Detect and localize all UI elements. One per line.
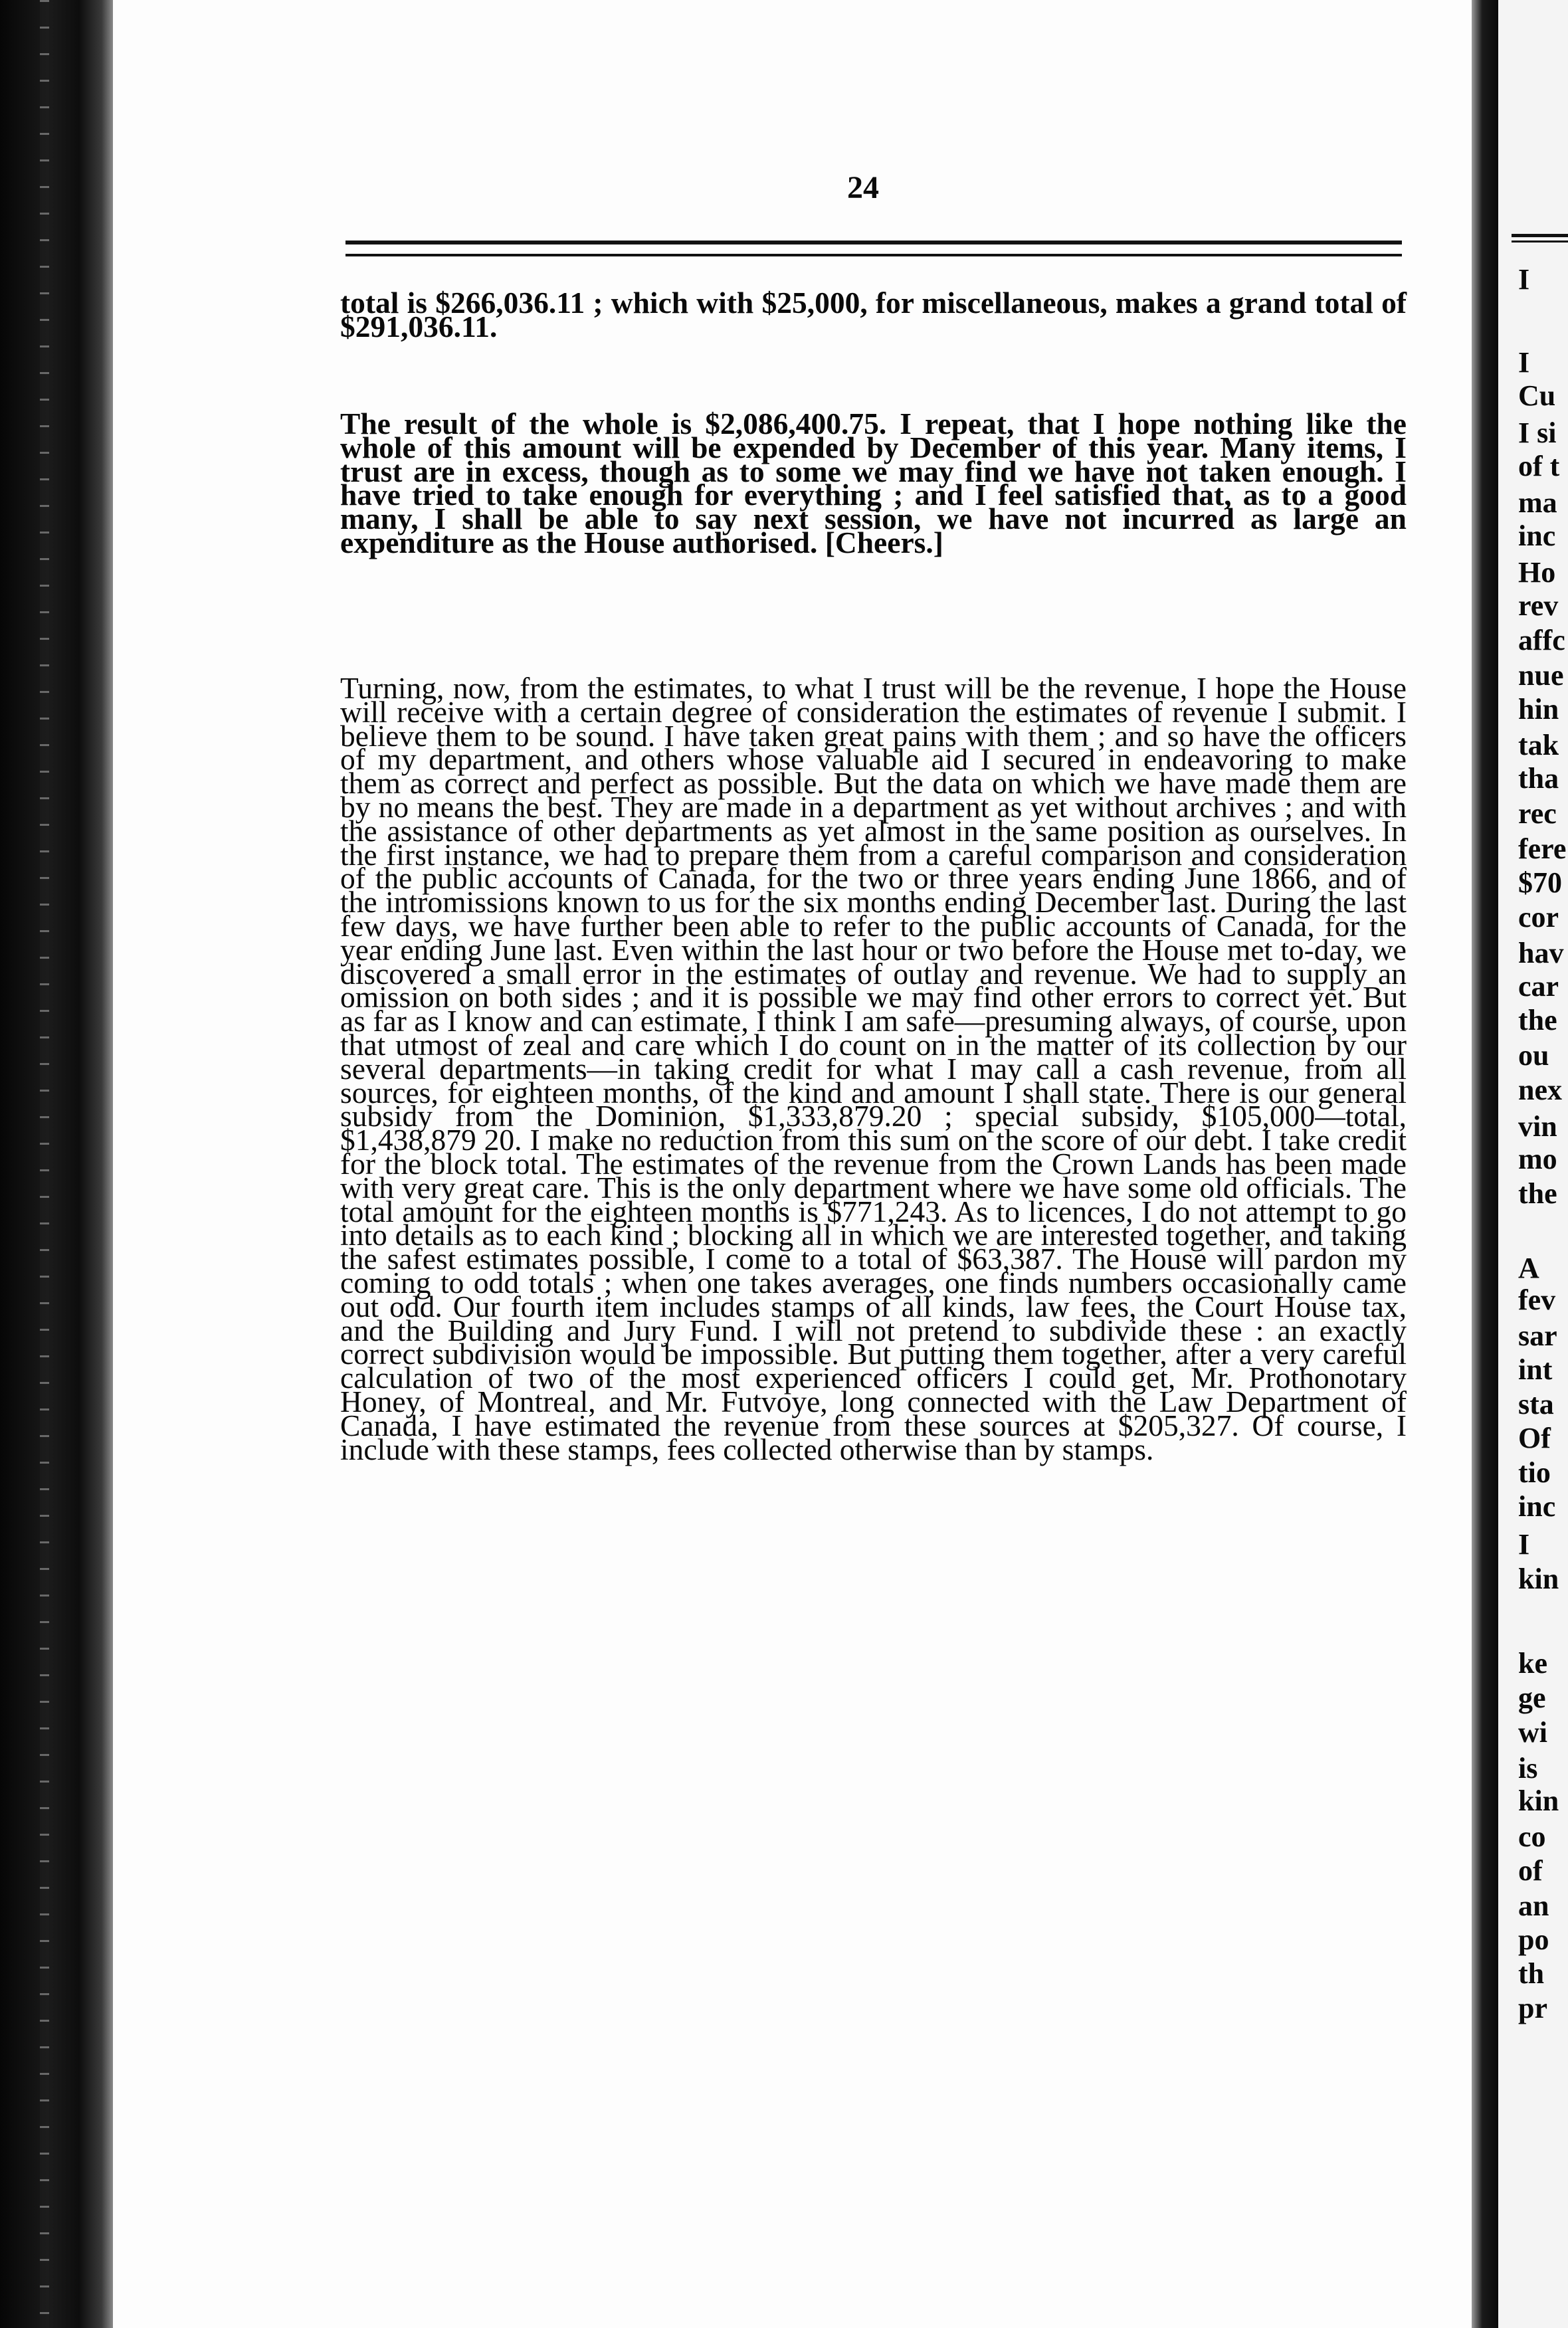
paragraph-grand-total: total is $266,036.11 ; which with $25,000, for miscellaneous, makes a grand total of $291,036.11. [340, 286, 1407, 343]
adjacent-fragment: cor [1518, 901, 1559, 933]
adjacent-fragment: kin [1518, 1785, 1559, 1817]
adjacent-fragment: wi [1518, 1716, 1547, 1749]
adjacent-fragment: Of [1518, 1422, 1551, 1454]
adjacent-fragment: sar [1518, 1319, 1557, 1352]
adjacent-fragment: the [1518, 1177, 1557, 1210]
adjacent-fragment: rec [1518, 797, 1557, 830]
adjacent-fragment: inc [1518, 520, 1556, 552]
adjacent-fragment: sta [1518, 1388, 1554, 1420]
adjacent-fragment: nue [1518, 659, 1564, 692]
adjacent-fragment: affc [1518, 624, 1565, 656]
adjacent-fragment: of [1518, 1854, 1543, 1887]
adjacent-fragment: po [1518, 1923, 1549, 1956]
adjacent-fragment: A [1518, 1252, 1539, 1284]
scan-gutter [1472, 0, 1498, 2328]
adjacent-fragment: fev [1518, 1284, 1556, 1316]
adjacent-fragment: tio [1518, 1456, 1551, 1489]
adjacent-page-rule [1512, 234, 1568, 242]
adjacent-fragment: of t [1518, 450, 1560, 482]
adjacent-fragment: I [1518, 1528, 1530, 1561]
header-double-rule [345, 241, 1402, 256]
adjacent-fragment: pr [1518, 1992, 1547, 2024]
adjacent-fragment: rev [1518, 589, 1559, 622]
adjacent-fragment: I [1518, 346, 1530, 379]
adjacent-fragment: tha [1518, 762, 1559, 795]
page-number: 24 [847, 170, 879, 205]
adjacent-fragment: co [1518, 1820, 1546, 1853]
adjacent-fragment: mo [1518, 1143, 1557, 1175]
paragraph-revenue-estimates: Turning, now, from the estimates, to what I trust will be the revenue, I hope the House will receive with a certain degree of consideration the estimates of revenue I submit. I believe them to be sound. I have taken great pains with them ; and so have the officers of my department, and others whose valuable aid I secured in endeavoring to make them as correct and perfect as possible. But the data on which we have made them are by no means the best. They are made in a department as yet without archives ; and with the assistance of other departments as yet almost in the same position as ourselves. In the first instance, we had to prepare them from a careful comparison and consideration of the public accounts of Canada, for the two or three years ending June 1866, and of the intromissions known to us for the six months ending December last. During the last few days, we have further been able to refer to the public accounts of Canada, for the year ending June last. Even within the last hour or two before the House met to-day, we discovered a small error in the estimates of outlay and revenue. We had to supply an omission on both sides ; and it is possible we may find other errors to correct yet. But as far as I know and can estimate, I think I am safe—presuming always, of course, upon that utmost of zeal and care which I do count on in the matter of its collection by our several departments—in taking credit for what I may call a cash revenue, from all sources, for eighteen months, of the kind and amount I shall state. There is our general subsidy from the Dominion, $1,333,879.20 ; special subsidy, $105,000—total, $1,438,879 20. I make no reduction from this sum on the score of our debt. I take credit for the block total. The estimates of the revenue from the Crown Lands has been made with very great care. This is the only department where we have some old officials. The total amount for the eighteen months is $771,243. As to licences, I do not attempt to go into details as to each kind ; blocking all in which we are interested together, and taking the safest estimates possible, I come to a total of $63,387. The House will pardon my coming to odd totals ; when one takes averages, one finds numbers occasionally came out odd. Our fourth item includes stamps of all kinds, law fees, the Court House tax, and the Building and Jury Fund. I will not pretend to subdivide these : an exactly correct subdivision would be impossible. But putting them together, after a very careful calculation of two of the most experienced officers I could get, Mr. Prothonotary Honey, of Montreal, and Mr. Futvoye, long connected with the Law Department of Canada, I have estimated the revenue from these sources at $205,327. Of course, I include with these stamps, fees collected otherwise than by stamps. [340, 671, 1407, 1466]
adjacent-fragment: is [1518, 1752, 1538, 1785]
adjacent-page-strip [1498, 0, 1568, 2328]
adjacent-fragment: fere [1518, 832, 1567, 865]
scan-left-border [0, 0, 113, 2328]
adjacent-fragment: an [1518, 1890, 1549, 1922]
adjacent-fragment: Cu [1518, 379, 1556, 412]
adjacent-fragment: nex [1518, 1074, 1562, 1106]
adjacent-fragment: inc [1518, 1490, 1556, 1523]
adjacent-fragment: th [1518, 1957, 1545, 1990]
adjacent-fragment: $70 [1518, 866, 1562, 899]
adjacent-fragment: ou [1518, 1039, 1549, 1072]
adjacent-fragment: kin [1518, 1563, 1559, 1595]
adjacent-fragment: car [1518, 970, 1559, 1003]
paragraph-result: The result of the whole is $2,086,400.75. I repeat, that I hope nothing like the whole of this amount will be expended by December of this year. Many items, I trust are in excess, though as to some we may find we have not taken enough. I have tried to take enough for everything ; and I feel satisfied that, as to a good many, I shall be able to say next session, we have not incurred as large an expenditure as the House authorised. [Cheers.] [340, 407, 1407, 559]
adjacent-fragment: ma [1518, 486, 1557, 519]
adjacent-fragment: hin [1518, 693, 1559, 726]
adjacent-fragment: tak [1518, 729, 1559, 761]
adjacent-fragment: the [1518, 1004, 1557, 1036]
adjacent-fragment: ke [1518, 1647, 1547, 1680]
adjacent-fragment: vin [1518, 1110, 1557, 1143]
adjacent-fragment: hav [1518, 937, 1564, 969]
adjacent-fragment: I si [1518, 417, 1557, 449]
adjacent-fragment: ge [1518, 1682, 1546, 1714]
adjacent-fragment: int [1518, 1353, 1553, 1386]
adjacent-fragment: I [1518, 263, 1530, 296]
adjacent-fragment: Ho [1518, 556, 1556, 589]
